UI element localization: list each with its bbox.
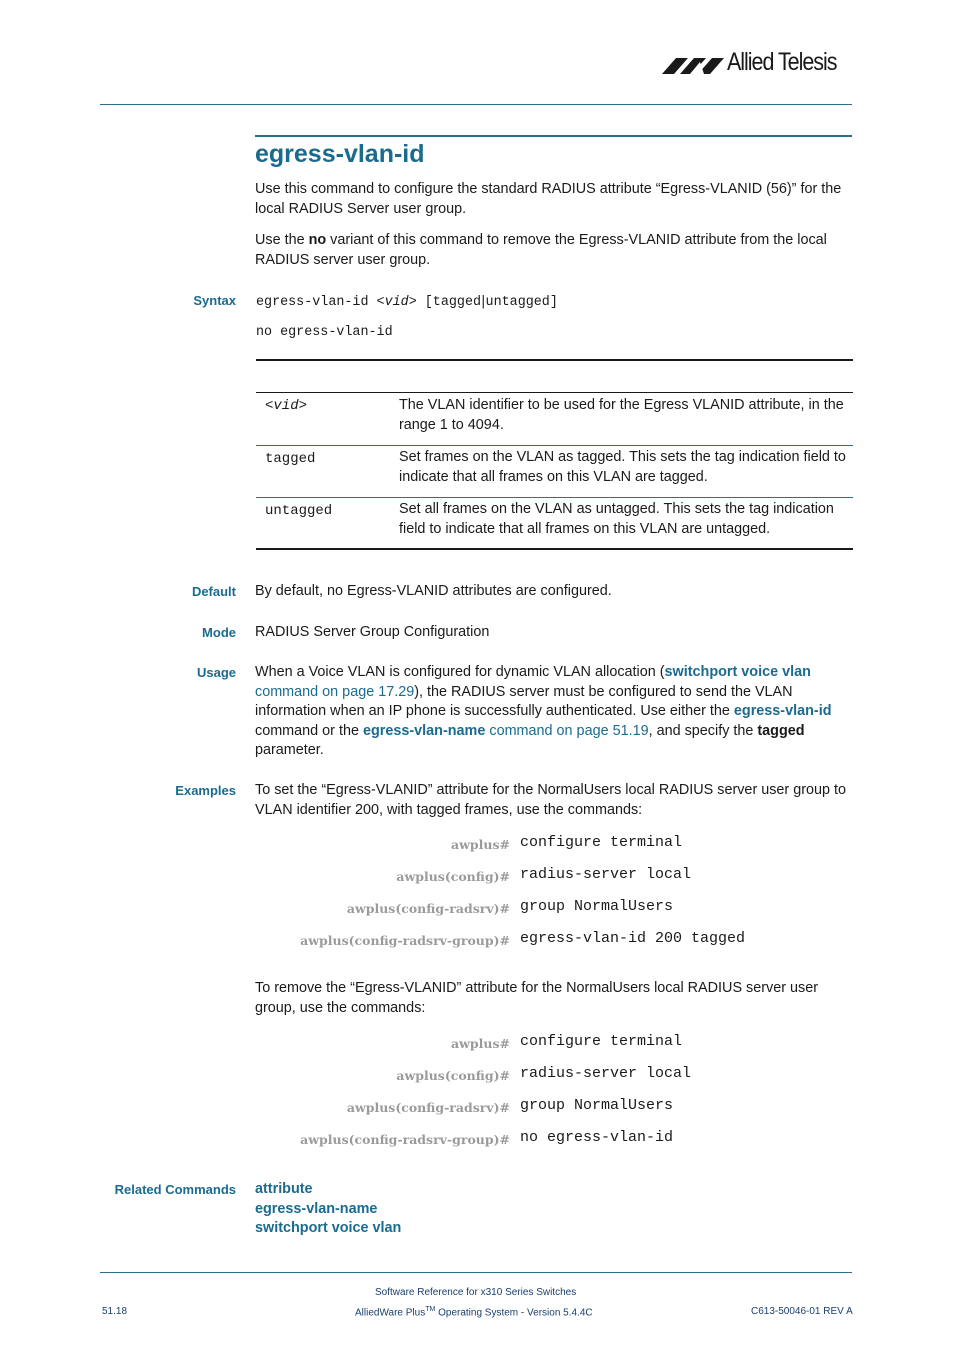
cli-prompt: awplus(config)#: [396, 869, 510, 884]
param-table-header-rule: [256, 392, 853, 393]
syntax-line-1: egress-vlan-id <vid> [tagged|untagged]: [256, 294, 558, 310]
command-line: [200, 930, 820, 950]
examples-intro-2: To remove the “Egress-VLANID” attribute for the NormalUsers local RADIUS server user group, use the commands:: [255, 980, 819, 1016]
cli-command: radius-server local: [520, 866, 692, 883]
link-page-17-29[interactable]: command on page 17.29: [255, 683, 415, 700]
command-line: [200, 1033, 820, 1053]
footer-doc-id: C613-50046-01 REV A: [751, 1306, 853, 1317]
link-switchport-voice-vlan[interactable]: switchport voice vlan: [664, 664, 811, 680]
footer-page-number: 51.18: [102, 1306, 128, 1317]
title-rule: [255, 135, 852, 137]
cli-command: egress-vlan-id 200 tagged: [520, 930, 746, 947]
cli-command: configure terminal: [520, 834, 683, 851]
examples-label: Examples: [175, 783, 236, 798]
param-desc: The VLAN identifier to be used for the Egress VLANID attribute, in the range 1 to 4094.: [399, 397, 844, 433]
related-commands-label: Related Commands: [114, 1182, 236, 1197]
syntax-label: Syntax: [193, 293, 236, 308]
cli-command: group NormalUsers: [520, 898, 674, 915]
param-name: tagged: [265, 451, 316, 467]
param-table-bottom-rule: [256, 548, 853, 550]
header-rule: [100, 104, 852, 105]
param-table-top-rule: [256, 359, 853, 361]
intro-paragraph-2: Use the no variant of this command to remove the Egress-VLANID attribute from the local RADIUS server user group.: [255, 232, 827, 268]
table-row-divider: [256, 497, 853, 498]
command-line: [200, 866, 820, 886]
param-name: untagged: [265, 503, 333, 519]
command-line: [200, 1129, 820, 1149]
cli-prompt: awplus(config-radsrv)#: [346, 1100, 510, 1115]
default-label: Default: [191, 584, 236, 599]
cli-command: configure terminal: [520, 1033, 683, 1050]
intro-paragraph-1: Use this command to configure the standard RADIUS attribute “Egress-VLANID (56)” for the local RADIUS Server user group.: [255, 181, 842, 217]
cli-command: group NormalUsers: [520, 1097, 674, 1114]
default-text: By default, no Egress-VLANID attributes are configured.: [255, 583, 612, 599]
command-line: [200, 898, 820, 918]
related-link-egress-vlan-name[interactable]: egress-vlan-name: [255, 1201, 378, 1217]
command-line: [200, 1097, 820, 1117]
syntax-line-2: no egress-vlan-id: [256, 325, 393, 340]
cli-prompt: awplus#: [451, 1036, 510, 1051]
param-name: <vid>: [265, 398, 308, 414]
table-row-divider: [256, 445, 853, 446]
related-link-switchport-voice-vlan[interactable]: switchport voice vlan: [255, 1220, 402, 1236]
cli-prompt: awplus(config-radsrv-group)#: [300, 933, 510, 948]
footer-rule: [100, 1272, 852, 1273]
examples-intro-1: To set the “Egress-VLANID” attribute for the NormalUsers local RADIUS server user group to VLAN identifier 200, with tagged frames, use the commands:: [255, 782, 847, 818]
related-link-attribute[interactable]: attribute: [255, 1181, 313, 1197]
logo-text: Allied Telesis: [727, 48, 837, 76]
link-egress-vlan-name[interactable]: egress-vlan-name: [362, 722, 486, 739]
command-line: [200, 834, 820, 854]
cli-prompt: awplus#: [451, 837, 510, 852]
usage-text: When a Voice VLAN is configured for dynamic VLAN allocation (switchport voice vlan command on page 17.29), the RADIUS server must be configured to send the VLAN information when an IP phone is successfully authenticated. Use either the egress-vlan-id command or the egress-vlan-name command on page 51.19, and specify the tagged parameter.: [255, 664, 832, 758]
cli-prompt: awplus(config-radsrv)#: [346, 901, 510, 916]
param-desc: Set frames on the VLAN as tagged. This sets the tag indication field to indicate that all frames on this VLAN are tagged.: [399, 449, 846, 485]
footer-title: Software Reference for x310 Series Switches: [375, 1287, 577, 1298]
param-desc: Set all frames on the VLAN as untagged. This sets the tag indication field to indicate that all frames on this VLAN are untagged.: [399, 501, 834, 537]
footer-version: AlliedWare Plus™ Operating System - Version 5.4.4C: [355, 1306, 593, 1319]
usage-label: Usage: [196, 665, 236, 680]
mode-label: Mode: [202, 625, 236, 640]
mode-text: RADIUS Server Group Configuration: [255, 624, 490, 640]
cli-prompt: awplus(config)#: [396, 1068, 510, 1083]
command-line: [200, 1065, 820, 1085]
cli-prompt: awplus(config-radsrv-group)#: [300, 1132, 510, 1147]
cli-command: radius-server local: [520, 1065, 692, 1082]
link-page-51-19[interactable]: command on page 51.19: [485, 722, 649, 739]
page-title: egress-vlan-id: [255, 140, 425, 168]
cli-command: no egress-vlan-id: [520, 1129, 674, 1146]
link-egress-vlan-id[interactable]: egress-vlan-id: [733, 703, 832, 719]
